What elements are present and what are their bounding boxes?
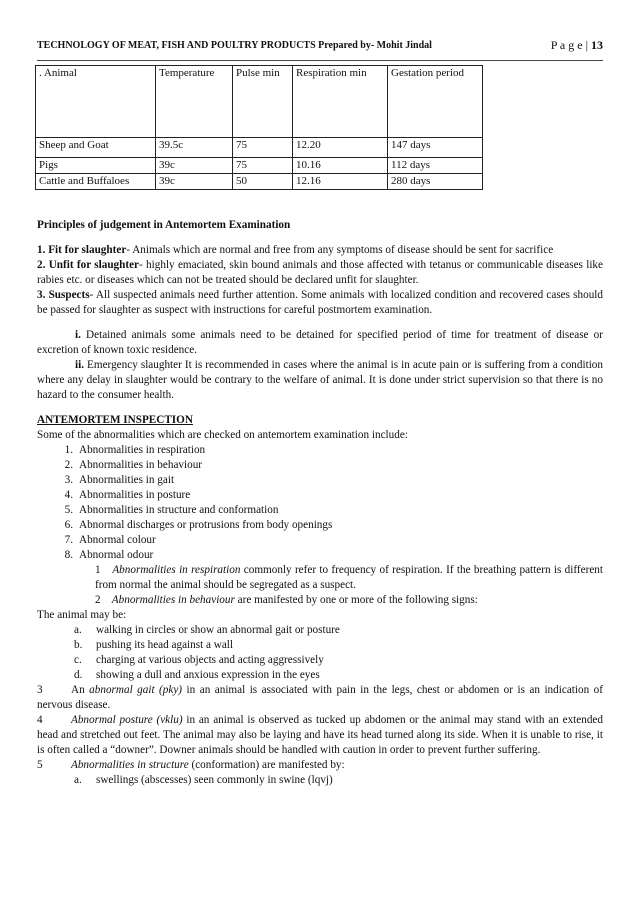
table-cell: Pigs [36,158,156,174]
table-cell: 75 [233,138,293,158]
table-header-cell: . Animal [36,66,156,138]
table-cell: 112 days [388,158,483,174]
structure-paragraph: 5 Abnormalities in structure (conformation) are manifested by: [37,759,345,771]
table-cell: 280 days [388,174,483,190]
table-header-cell: Gestation period [388,66,483,138]
list-item: 8. Abnormal odour [64,549,154,561]
animal-may-be: The animal may be: [37,609,127,621]
behaviour-signs-list [37,623,603,683]
list-item: 1. Abnormalities in respiration [64,444,206,456]
table-cell: Sheep and Goat [36,138,156,158]
respiration-paragraph: 1 Abnormalities in respiration commonly refer to frequency of respiration. If the breathing pattern is different from normal the animal should be segregated as a suspect. [95,564,603,591]
page-number: 13 [591,38,603,52]
page-number-label [551,38,603,53]
list-item: a. walking in circles or show an abnormal gait or posture [74,624,340,636]
table-cell: 39.5c [156,138,233,158]
table-row [36,158,483,174]
table-cell: 10.16 [293,158,388,174]
list-item: 7. Abnormal colour [64,534,156,546]
table-row [36,174,483,190]
list-item: 5. Abnormalities in structure and conformation [64,504,279,516]
table-header-row [36,66,483,138]
inspection-intro: Some of the abnormalities which are checked on antemortem examination include: [37,429,408,441]
list-item: c. charging at various objects and acting aggressively [74,654,324,666]
list-item: a. swellings (abscesses) seen commonly in swine (lqvj) [74,774,333,786]
page-label: P a g e | [550,38,591,52]
table-cell: 39c [156,158,233,174]
list-item: b. pushing its head against a wall [74,639,234,651]
principle-subitem: i. Detained animals some animals need to be detained for specified period of time for treatment of disease or excretion of known toxic residence. [37,329,603,356]
principle-item: 3. Suspects- All suspected animals need further attention. Some animals with localized condition and recovered cases should be passed for slaughter as suspect with instructions for careful postmortem examination. [37,289,604,316]
table-cell: Cattle and Buffaloes [36,174,156,190]
abnormalities-list [37,443,603,563]
table-cell: 39c [156,174,233,190]
table-cell: 12.16 [293,174,388,190]
posture-paragraph: 4 Abnormal posture (vklu) in an animal is observed as tucked up abdomen or the animal may stand with an extended head and stretched out feet. The animal may also be laying and have its head turned along its side. When it is unable to rise, it is often called a “downer”. Downer animals should be handled with caution in order to prevent further suffering. [37,714,603,756]
table-header-cell: Respiration min [293,66,388,138]
inspection-heading: ANTEMORTEM INSPECTION [37,414,193,426]
list-item: 3. Abnormalities in gait [64,474,175,486]
table-cell: 75 [233,158,293,174]
table-cell: 12.20 [293,138,388,158]
principle-item: 2. Unfit for slaughter- highly emaciated, skin bound animals and those affected with tetanus or communicable diseases like rabies etc. or diseases which can not be treated should be declared unfit for slaughter. [37,259,603,286]
table-row [36,138,483,158]
principle-item: 1. Fit for slaughter- Animals which are normal and free from any symptoms of disease should be sent for sacrifice [37,244,554,256]
animal-vitals-table [35,65,483,190]
header-divider [37,60,603,61]
principles-heading: Principles of judgement in Antemortem Examination [37,219,291,231]
page-header [37,40,603,51]
list-item: d. showing a dull and anxious expression in the eyes [74,669,320,681]
table-header-cell: Temperature [156,66,233,138]
table-cell: 147 days [388,138,483,158]
header-title: TECHNOLOGY OF MEAT, FISH AND POULTRY PRODUCTS Prepared by- Mohit Jindal [37,40,432,51]
document-body [37,218,603,788]
list-item: 2. Abnormalities in behaviour [64,459,203,471]
table-cell: 50 [233,174,293,190]
list-item: 4. Abnormalities in posture [64,489,191,501]
table-header-cell: Pulse min [233,66,293,138]
gait-paragraph: 3 An abnormal gait (pky) in an animal is associated with pain in the legs, chest or abdomen or is an indication of nervous disease. [37,684,603,711]
list-item: 6. Abnormal discharges or protrusions from body openings [64,519,333,531]
behaviour-paragraph: 2 Abnormalities in behaviour are manifested by one or more of the following signs: [95,594,478,606]
principle-subitem: ii. Emergency slaughter It is recommended in cases where the animal is in acute pain or is suffering from a condition where any delay in slaughter would be contrary to the welfare of animal. It is done under strict supervision so that there is no hazard to the consumer health. [37,359,603,401]
